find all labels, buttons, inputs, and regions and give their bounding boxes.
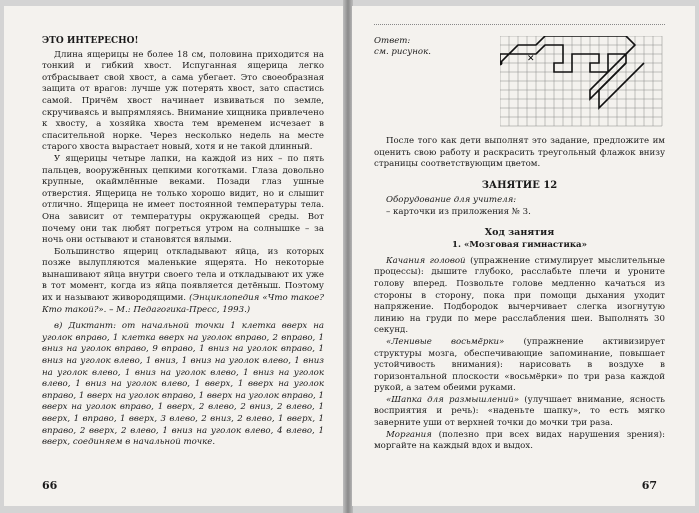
answer-grid-figure — [500, 36, 670, 128]
exercise-2-text: (упражнение активизирует структуры мозга, обеспечивающие запоминание, повышает устойчивость внимания): нарисовать в воздухе в горизонтальной плоскости «восьмёрки» по три раза каждой рукой, а затем обеими руками. — [374, 336, 665, 394]
exercise-3 — [374, 395, 665, 430]
exercise-2-name: «Ленивые восьмёрки» — [386, 336, 505, 347]
answer-figure-path — [500, 36, 635, 99]
page-number-left: 66 — [42, 479, 58, 492]
grid-lines — [500, 36, 662, 126]
equipment-label: Оборудование для учителя: — [386, 195, 517, 206]
right-page — [352, 6, 695, 506]
lizard-paragraph-2: У ящерицы четыре лапки, на каждой из них – по пять пальцев, вооружённых цепкими коготками. Глаза довольно крупные, окаймлённые веками. Позади глаз ушные отверстия. Ящерица не только хорошо видит, но и слышит отлично. Ящерица не имеет постоянной температуры тела. Она зависит от температуры окружающей среды. Вот почему они так любят погреться утром на солнышке – за ночь они остывают и становятся вялыми. — [42, 153, 324, 246]
top-dotted-line — [374, 24, 665, 25]
exercise-3-text: (улучшает внимание, ясность восприятия и речь): «наденьте шапку», то есть мягко заверните уши от верхней точки до мочки три раза. — [374, 394, 665, 429]
lizard-paragraph-3-text: Большинство ящериц откладывают яйца, из которых позже вылупляются маленькие ящерята. Но некоторые вынашивают яйца внутри своего тела и откладывают их уже в тот момент, когда из яйца появляется детёныш. Поэтому их и называют живородящими. — [42, 246, 324, 304]
dictation-text: в) Диктант: от начальной точки 1 клетка вверх на уголок вправо, 1 клетка вверх на уголок вправо, 2 вправо, 1 вниз на уголок вправо, 9 вправо, 1 вниз на уголок вправо, 1 вниз на уголок влево, 1 вниз, 1 вниз на уголок влево, 1 вниз на уголок влево, 1 вниз на уголок влево, 1 вниз на уголок влево, 1 вниз на уголок влево, 1 вверх, 1 вверх на уголок вправо, 1 вверх на уголок вправо, 1 вверх на уголок вправо, 1 вверх на уголок вправо, 1 вверх, 2 влево, 2 вниз, 2 влево, 1 вверх, 1 вправо, 1 вверх, 3 влево, 2 вниз, 2 влево, 1 вверх, 1 вправо, 2 вверх, 2 влево, 1 вниз на уголок влево, 4 влево, 1 вверх, соединяем в начальной точке. — [42, 321, 324, 448]
equipment-item: – карточки из приложения № 3. — [386, 206, 531, 217]
answer-text: см. рисунок. — [374, 47, 431, 57]
citation: (Энциклопедия «Что такое? Кто такой?». – М.: Педагогика-Пресс, 1993.) — [42, 293, 325, 315]
lesson-title: ЗАНЯТИЕ 12 — [481, 179, 558, 191]
section-title: 1. «Мозговая гимнастика» — [452, 240, 587, 251]
exercise-1-text: (упражнение стимулирует мыслительные процессы): дышите глубоко, расслабьте плечи и уроните голову вперед. Позвольте голове медленно качаться из стороны в сторону, пока при помощи дыхания уходит напряжение. Подбородок вычерчивает слегка изогнутую линию на груди по мере расслабления шеи. Выполнять 30 секунд. — [374, 255, 666, 336]
answer-figure-tail — [599, 63, 644, 108]
answer-block — [374, 36, 431, 58]
interesting-heading: ЭТО ИНТЕРЕСНО! — [42, 36, 139, 46]
exercise-4-name: Моргания — [386, 429, 432, 440]
right-text-block — [374, 136, 665, 453]
exercise-4-text: (полезно при всех видах нарушения зрения): моргайте на каждый вдох и выдох. — [374, 429, 665, 452]
exercise-2 — [374, 337, 665, 395]
left-text-block — [42, 36, 324, 449]
answer-label: Ответ: — [374, 36, 411, 46]
exercise-4 — [374, 430, 665, 453]
lizard-paragraph-3 — [42, 247, 324, 317]
page-number-right: 67 — [641, 479, 657, 492]
left-page — [4, 6, 344, 506]
exercise-1-name: Качания головой — [386, 255, 466, 266]
lizard-paragraph-1: Длина ящерицы не более 18 см, половина приходится на тонкий и гибкий хвост. Испуганная ящерица легко отбрасывает свой хвост, а сама убегает. Это своеобразная защита от врагов: лучше уж потерять хвост, зато спастись самой. Причём хвост начинает извиваться по земле, скручиваясь и выпрямляясь. Внимание хищника привлечено к хвосту, а хозяйка хвоста тем временем исчезает в спасительной норке. Через несколько недель на месте старого хвоста вырастает новый, хотя и не такой длинный. — [42, 49, 324, 153]
cross-mark: ✕ — [527, 54, 535, 64]
course-title: Ход занятия — [484, 226, 555, 238]
after-task-text: После того как дети выполнят это задание, предложите им оценить свою работу и раскрасить треугольный флажок внизу страницы соответствующим цветом. — [374, 136, 665, 170]
exercise-3-name: «Шапка для размышлений» — [386, 394, 520, 405]
exercise-1 — [374, 256, 665, 337]
